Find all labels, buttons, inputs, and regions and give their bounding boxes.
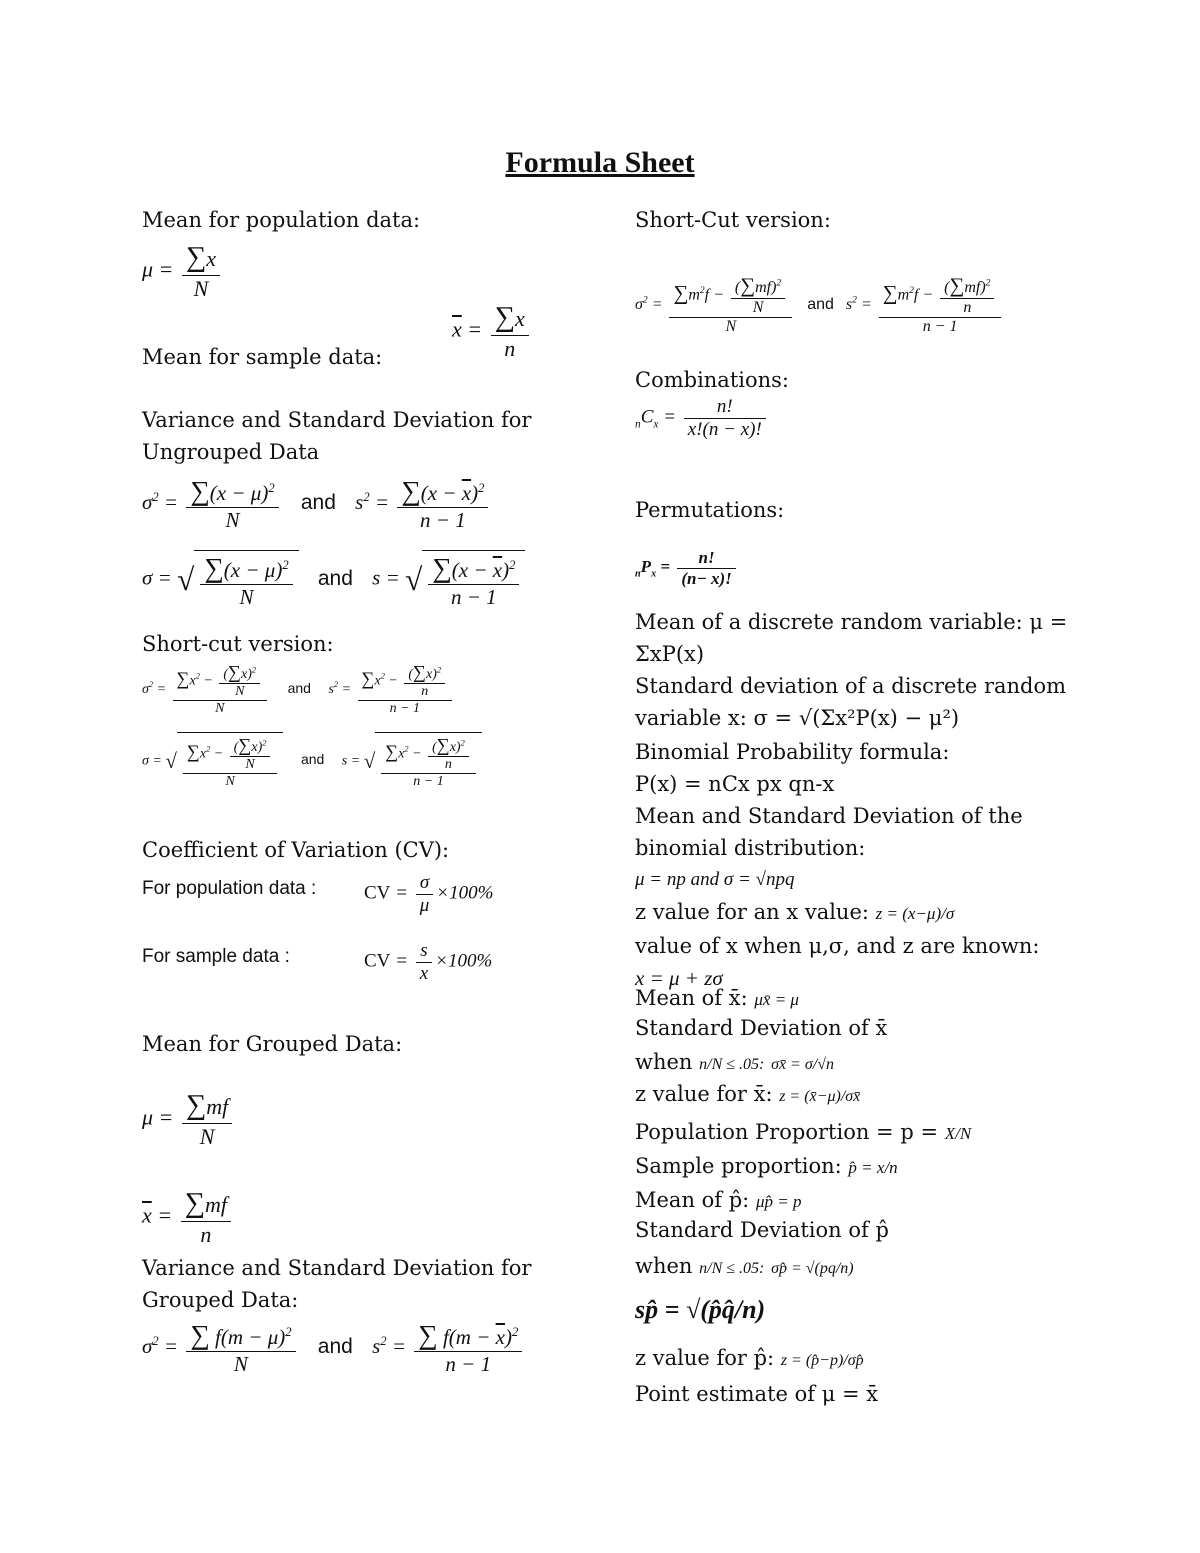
mean-grouped-pop-formula: μ = $\frac{\sum mf}{N}$ (142, 1090, 235, 1149)
combinations-label: Combinations: (635, 368, 790, 392)
sample-prop-row (635, 1150, 898, 1184)
sd-phat-formula: σp̂ = √(pq/n) (771, 1260, 854, 1277)
sd-xbar-when: when (635, 1050, 693, 1074)
cv-pop-label: For population data : (142, 878, 317, 899)
mean-phat-row (635, 1184, 801, 1218)
mean-xbar-label: Mean of x̄: (635, 986, 748, 1010)
z-xbar-formula: z = (x̄−μ)/σx̄ (779, 1088, 861, 1105)
mean-xbar-formula: μx̄ = μ (754, 990, 799, 1009)
binomial-label: Binomial Probability formula: (635, 740, 950, 764)
mean-sample-formula: $\overline{x}$ = $\frac{\sum x}{n}$ (452, 302, 532, 361)
sd-phat-row (635, 1250, 854, 1285)
binomial-formula: P(x) = nCx px qn-x (635, 772, 835, 796)
sample-prop-label: Sample proportion: (635, 1154, 842, 1178)
z-phat-row (635, 1342, 864, 1377)
z-value-formula: z = (x−μ)/σ (875, 904, 955, 923)
var-ungrouped-label: Variance and Standard Deviation for Ungrouped Data (142, 408, 532, 464)
s-phat-formula: sp̂ = √(p̂q̂/n) (635, 1295, 766, 1324)
mean-discrete-formula: μ = ΣxP(x) (635, 610, 1068, 666)
pop-prop-label: Population Proportion = p = (635, 1120, 939, 1144)
shortcut-sd-formula: σ = √ $\sum x^2$ − $\frac{(\sum x)^2}{N}$ N and s = √ $\sum x^2$ − $\frac{(\sum x)^2}{n}$ n − 1 (142, 732, 482, 790)
combinations-formula: $_nC_x$ = $\frac{n!}{x!(n - x)!}$ (635, 396, 769, 441)
sd-xbar-condition: n/N ≤ .05: (699, 1056, 765, 1073)
var-grouped-label: Variance and Standard Deviation for Grouped Data: (142, 1256, 532, 1312)
sd-discrete-label: Standard deviation of a discrete random variable x: (635, 674, 1067, 730)
z-value-label: z value for an x value: (635, 900, 869, 924)
sample-prop-formula: p̂ = x/n (848, 1158, 898, 1177)
permutations-label: Permutations: (635, 498, 785, 522)
mean-discrete-row (635, 606, 1075, 670)
x-when-known-label: value of x when μ,σ, and z are known: (635, 934, 1040, 958)
shortcut-label-left: Short-cut version: (142, 632, 334, 656)
cv-label: Coefficient of Variation (CV): (142, 838, 450, 862)
binomial-mean-sd-label: Mean and Standard Deviation of the binomial distribution: (635, 804, 1023, 860)
sd-xbar-label: Standard Deviation of x̄ (635, 1016, 888, 1040)
cv-pop-formula: CV = $\frac{\sigma}{\mu}$ ×100% (364, 872, 494, 916)
shortcut-label-right: Short-Cut version: (635, 208, 831, 232)
mean-sample-label: Mean for sample data: (142, 345, 383, 369)
sd-discrete-row (635, 670, 1075, 734)
x-when-known-formula: x = μ + zσ (635, 966, 723, 990)
z-phat-formula: z = (p̂−p)/σp̂ (780, 1352, 864, 1369)
pop-prop-row (635, 1116, 971, 1150)
mean-pop-label: Mean for population data: (142, 208, 421, 232)
shortcut-grouped-formula: $\sigma^2$ = $\sum m^2f$ − $\frac{(\sum mf)^2}{N}$ N and $s^2$ = $\sum m^2f$ − $\frac{(\sum mf)^2}{n}$ n − 1 (635, 274, 1004, 337)
var-ungrouped-formula: $\sigma^2$ = $\frac{\sum(x - \mu)^2}{N}$ and $s^2$ = $\frac{\sum(x - \overline{x})^2}{n - 1}$ (142, 476, 491, 533)
binomial-mean-sd-formula: μ = np and σ = √npq (635, 869, 795, 890)
page-title: Formula Sheet (505, 146, 695, 179)
cv-sample-label: For sample data : (142, 946, 290, 967)
mean-xbar-row (635, 982, 799, 1016)
mean-grouped-sample-formula: $\overline{x}$ = $\frac{\sum mf}{n}$ (142, 1188, 234, 1247)
cv-sample-row (142, 940, 493, 984)
z-phat-label: z value for p̂: (635, 1346, 775, 1370)
var-grouped-formula: $\sigma^2$ = $\frac{\sum f(m - \mu)^2}{N}$ and $s^2$ = $\frac{\sum f(m - \overline{x})^2}{n - 1}$ (142, 1320, 525, 1377)
mean-pop-formula: μ = $\frac{\sum x}{N}$ (142, 242, 223, 301)
mean-phat-label: Mean of p̂: (635, 1188, 750, 1212)
shortcut-var-formula: $\sigma^2$ = $\sum x^2$ − $\frac{(\sum x)^2}{N}$ N and $s^2$ = $\sum x^2$ − $\frac{(\sum x)^2}{n}$ n − 1 (142, 662, 455, 717)
sd-discrete-formula: σ = √(Σx²P(x) − μ²) (753, 706, 960, 730)
sd-xbar-formula: σx̄ = σ/√n (771, 1056, 834, 1073)
mean-grouped-label: Mean for Grouped Data: (142, 1032, 403, 1056)
point-estimate-label: Point estimate of μ = x̄ (635, 1382, 879, 1406)
mean-phat-formula: μp̂ = p (755, 1192, 802, 1211)
mean-discrete-label: Mean of a discrete random variable: (635, 610, 1023, 634)
sd-phat-label: Standard Deviation of p̂ (635, 1218, 889, 1242)
sd-xbar-row (635, 1046, 834, 1081)
sd-phat-condition: n/N ≤ .05: (699, 1260, 765, 1277)
cv-pop-row (142, 872, 494, 916)
z-xbar-row (635, 1078, 860, 1113)
z-xbar-label: z value for x̄: (635, 1082, 773, 1106)
sd-phat-when: when (635, 1254, 693, 1278)
z-value-row (635, 896, 954, 930)
cv-sample-formula: CV = $\frac{s}{x}$ ×100% (364, 940, 493, 984)
pop-prop-formula: X/N (944, 1124, 972, 1143)
permutations-formula: $_nP_x$ = $\frac{n!}{(n- x)!}$ (635, 548, 739, 590)
sd-ungrouped-formula: σ = √ $\frac{\sum(x - \mu)^2}{N}$ and s = √ $\frac{\sum(x - \overline{x})^2}{n - 1}$ (142, 550, 525, 610)
